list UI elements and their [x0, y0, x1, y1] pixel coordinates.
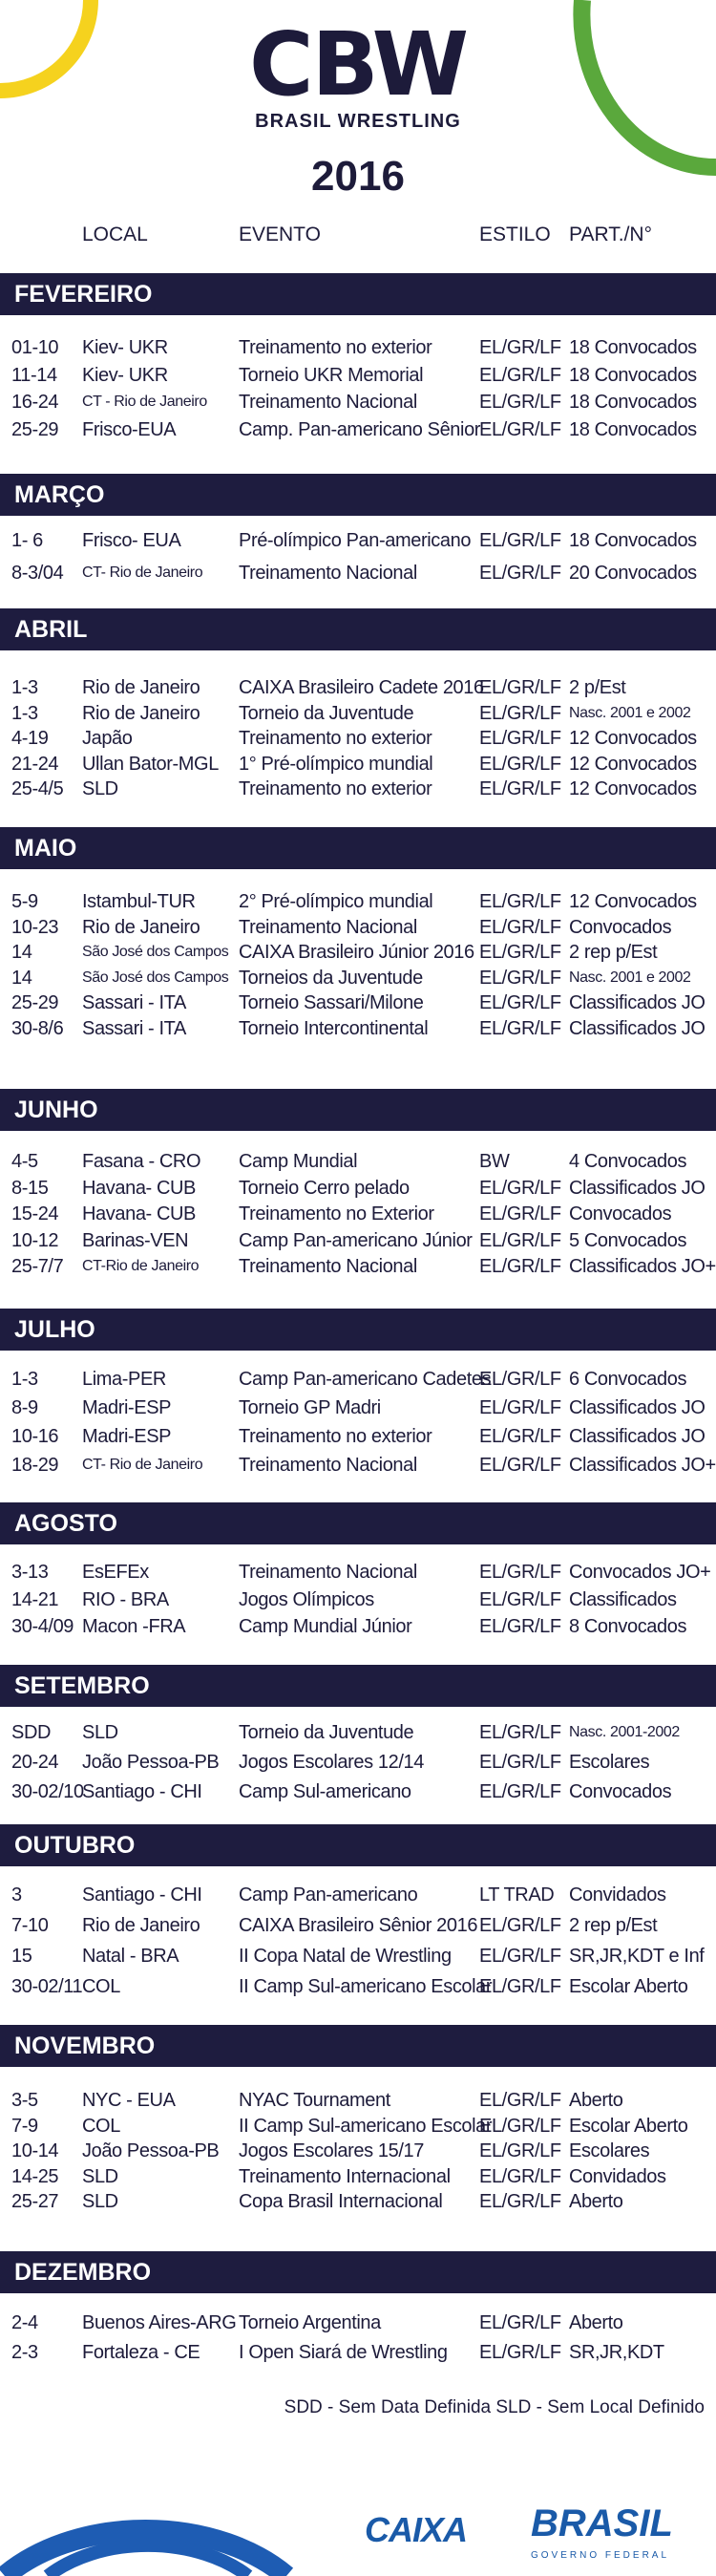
event-date: 8-3/04	[11, 563, 64, 584]
event-name: Treinamento Nacional	[239, 1455, 417, 1476]
column-header-participantes: PART./N°	[569, 224, 652, 245]
event-date: 25-7/7	[11, 1256, 64, 1277]
month-header	[0, 474, 716, 516]
event-participants: Classificados JO	[569, 1177, 705, 1199]
event-location: Santiago - CHI	[82, 1781, 202, 1802]
event-row	[0, 1586, 716, 1613]
event-name: Treinamento no Exterior	[239, 1203, 434, 1224]
month-name: ABRIL	[14, 616, 88, 643]
event-participants: 12 Convocados	[569, 891, 697, 912]
month-header	[0, 2025, 716, 2067]
event-date: 4-19	[11, 728, 49, 749]
event-participants: Aberto	[569, 2312, 623, 2333]
event-participants: 2 p/Est	[569, 677, 626, 698]
event-name: Camp Pan-americano	[239, 1884, 418, 1905]
event-name: Treinamento Nacional	[239, 1562, 417, 1583]
event-location: CT-Rio de Janeiro	[82, 1258, 200, 1274]
event-row	[0, 362, 716, 389]
event-style: EL/GR/LF	[479, 916, 561, 938]
event-date: 14-25	[11, 2165, 59, 2187]
event-name: Treinamento Nacional	[239, 392, 417, 413]
event-style: EL/GR/LF	[479, 753, 561, 775]
event-date: SDD	[11, 1722, 52, 1743]
event-row	[0, 1394, 716, 1421]
event-row	[0, 2087, 716, 2114]
event-participants: 5 Convocados	[569, 1229, 687, 1251]
event-participants: 18 Convocados	[569, 530, 697, 551]
event-participants: 2 rep p/Est	[569, 1915, 658, 1936]
event-location: Macon -FRA	[82, 1616, 186, 1637]
event-row	[0, 2188, 716, 2215]
event-name: Torneio Sassari/Milone	[239, 992, 424, 1013]
event-location: COL	[82, 2115, 120, 2137]
event-name: Torneio GP Madri	[239, 1397, 381, 1418]
event-name: II Camp Sul-americano Escolar	[239, 2115, 493, 2137]
event-date: 20-24	[11, 1752, 59, 1773]
event-style: EL/GR/LF	[479, 1946, 561, 1967]
event-date: 3-13	[11, 1562, 49, 1583]
event-name: Treinamento Nacional	[239, 563, 417, 584]
event-name: Treinamento Nacional	[239, 916, 417, 938]
month-header	[0, 827, 716, 869]
event-date: 1-3	[11, 702, 38, 724]
event-participants: SR,JR,KDT e Inf	[569, 1946, 705, 1967]
event-location: EsEFEx	[82, 1562, 149, 1583]
event-name: Treinamento no exterior	[239, 1426, 432, 1447]
event-participants: Classificados JO	[569, 1017, 705, 1039]
event-location: Istambul-TUR	[82, 891, 196, 912]
event-location: SLD	[82, 1722, 118, 1743]
event-row	[0, 334, 716, 361]
event-name: II Copa Natal de Wrestling	[239, 1946, 452, 1967]
event-name: Camp Mundial Júnior	[239, 1616, 412, 1637]
event-participants: Escolar Aberto	[569, 2115, 688, 2137]
month-header	[0, 1502, 716, 1544]
event-location: São José dos Campos	[82, 969, 229, 986]
event-location: Natal - BRA	[82, 1946, 179, 1967]
calendar-year: 2016	[311, 153, 405, 200]
event-participants: 18 Convocados	[569, 364, 697, 386]
month-header	[0, 1089, 716, 1131]
event-row	[0, 416, 716, 443]
event-date: 25-29	[11, 992, 59, 1013]
event-participants: 2 rep p/Est	[569, 942, 658, 963]
event-style: EL/GR/LF	[479, 1426, 561, 1447]
event-participants: 18 Convocados	[569, 392, 697, 413]
event-row	[0, 1613, 716, 1640]
event-location: Madri-ESP	[82, 1426, 172, 1447]
event-row	[0, 674, 716, 701]
event-participants: SR,JR,KDT	[569, 2342, 664, 2363]
event-date: 16-24	[11, 392, 59, 413]
event-row	[0, 700, 716, 727]
event-location: Madri-ESP	[82, 1397, 172, 1418]
event-date: 7-9	[11, 2115, 38, 2137]
event-row	[0, 2113, 716, 2140]
event-row	[0, 939, 716, 966]
event-name: Camp Pan-americano Cadetes	[239, 1369, 492, 1390]
cbw-logo: CBW	[248, 13, 468, 116]
event-location: Rio de Janeiro	[82, 702, 200, 724]
event-style: EL/GR/LF	[479, 778, 561, 799]
event-location: SLD	[82, 2165, 118, 2187]
event-row	[0, 965, 716, 991]
event-style: EL/GR/LF	[479, 2115, 561, 2137]
event-location: Barinas-VEN	[82, 1229, 189, 1251]
event-date: 4-5	[11, 1151, 38, 1172]
event-date: 7-10	[11, 1915, 49, 1936]
event-row	[0, 1943, 716, 1969]
event-style: EL/GR/LF	[479, 702, 561, 724]
event-row	[0, 1559, 716, 1586]
month-header	[0, 1824, 716, 1866]
event-row	[0, 2138, 716, 2164]
event-style: EL/GR/LF	[479, 530, 561, 551]
column-header-estilo: ESTILO	[479, 224, 551, 245]
event-location: João Pessoa-PB	[82, 2140, 220, 2161]
event-row	[0, 2339, 716, 2366]
event-name: Camp Mundial	[239, 1151, 358, 1172]
event-location: Fortaleza - CE	[82, 2342, 200, 2363]
event-participants: Escolares	[569, 1752, 650, 1773]
event-date: 1-3	[11, 1369, 38, 1390]
event-style: EL/GR/LF	[479, 942, 561, 963]
event-style: EL/GR/LF	[479, 337, 561, 358]
event-row	[0, 2163, 716, 2190]
event-style: EL/GR/LF	[479, 1588, 561, 1610]
event-participants: 6 Convocados	[569, 1369, 687, 1390]
event-date: 14	[11, 942, 32, 963]
event-style: EL/GR/LF	[479, 2191, 561, 2212]
event-date: 10-14	[11, 2140, 59, 2161]
event-style: EL/GR/LF	[479, 418, 561, 440]
event-name: Torneio da Juventude	[239, 1722, 414, 1743]
event-row	[0, 914, 716, 941]
event-row	[0, 1175, 716, 1202]
event-date: 21-24	[11, 753, 59, 775]
event-participants: 12 Convocados	[569, 753, 697, 775]
event-style: LT TRAD	[479, 1884, 555, 1905]
event-location: CT- Rio de Janeiro	[82, 1457, 203, 1473]
event-row	[0, 1148, 716, 1175]
event-row	[0, 1253, 716, 1280]
event-date: 3	[11, 1884, 22, 1905]
event-participants: 4 Convocados	[569, 1151, 687, 1172]
event-name: Jogos Escolares 15/17	[239, 2140, 424, 2161]
event-name: Copa Brasil Internacional	[239, 2191, 443, 2212]
month-name: JULHO	[14, 1316, 95, 1343]
event-style: EL/GR/LF	[479, 992, 561, 1013]
event-name: Torneio UKR Memorial	[239, 364, 424, 386]
blue-arc-decoration	[0, 2464, 305, 2576]
event-participants: Classificados JO	[569, 992, 705, 1013]
month-name: DEZEMBRO	[14, 2259, 152, 2286]
event-name: I Open Siará de Wrestling	[239, 2342, 448, 2363]
event-date: 8-9	[11, 1397, 38, 1418]
event-location: Buenos Aires-ARG	[82, 2312, 237, 2333]
event-date: 25-27	[11, 2191, 59, 2212]
column-header-evento: EVENTO	[239, 224, 321, 245]
event-location: Lima-PER	[82, 1369, 166, 1390]
event-date: 25-29	[11, 418, 59, 440]
event-name: Torneio Intercontinental	[239, 1017, 429, 1039]
event-style: EL/GR/LF	[479, 364, 561, 386]
event-location: COL	[82, 1976, 120, 1997]
event-location: Havana- CUB	[82, 1203, 196, 1224]
event-row	[0, 527, 716, 554]
event-style: EL/GR/LF	[479, 1229, 561, 1251]
event-style: EL/GR/LF	[479, 1781, 561, 1802]
event-style: EL/GR/LF	[479, 728, 561, 749]
event-style: EL/GR/LF	[479, 1752, 561, 1773]
event-row	[0, 560, 716, 586]
event-row	[0, 1015, 716, 1042]
event-participants: Convidados	[569, 1884, 666, 1905]
event-row	[0, 776, 716, 802]
event-style: EL/GR/LF	[479, 1455, 561, 1476]
footnote-legend: SDD - Sem Data Definida SLD - Sem Local Definido	[284, 2397, 705, 2417]
event-date: 10-12	[11, 1229, 59, 1251]
event-row	[0, 725, 716, 752]
event-location: Sassari - ITA	[82, 992, 186, 1013]
event-style: EL/GR/LF	[479, 563, 561, 584]
event-name: Treinamento no exterior	[239, 728, 432, 749]
event-row	[0, 1973, 716, 2000]
event-location: Rio de Janeiro	[82, 1915, 200, 1936]
event-style: EL/GR/LF	[479, 1397, 561, 1418]
month-name: JUNHO	[14, 1096, 98, 1123]
event-location: Fasana - CRO	[82, 1151, 201, 1172]
month-name: OUTUBRO	[14, 1832, 136, 1859]
governo-federal-label: GOVERNO FEDERAL	[531, 2550, 670, 2561]
event-date: 01-10	[11, 337, 59, 358]
event-date: 5-9	[11, 891, 38, 912]
event-location: Japão	[82, 728, 133, 749]
event-date: 25-4/5	[11, 778, 64, 799]
event-date: 15-24	[11, 1203, 59, 1224]
event-row	[0, 1452, 716, 1479]
event-date: 30-02/11	[11, 1976, 83, 1997]
event-style: EL/GR/LF	[479, 891, 561, 912]
event-participants: Classificados JO	[569, 1397, 705, 1418]
event-location: SLD	[82, 2191, 118, 2212]
event-name: Torneio da Juventude	[239, 702, 414, 724]
event-location: CT - Rio de Janeiro	[82, 394, 207, 410]
event-name: NYAC Tournament	[239, 2090, 390, 2111]
event-participants: Nasc. 2001 e 2002	[569, 704, 691, 721]
event-style: EL/GR/LF	[479, 967, 561, 989]
event-participants: Nasc. 2001-2002	[569, 1724, 680, 1740]
event-style: EL/GR/LF	[479, 1722, 561, 1743]
event-date: 14-21	[11, 1588, 59, 1610]
event-participants: Escolar Aberto	[569, 1976, 688, 1997]
event-participants: Convocados JO+	[569, 1562, 711, 1583]
event-row	[0, 1201, 716, 1227]
event-style: BW	[479, 1151, 510, 1172]
cbw-logo-subtitle: BRASIL WRESTLING	[255, 111, 461, 132]
event-participants: Convocados	[569, 1781, 672, 1802]
event-row	[0, 1882, 716, 1908]
event-style: EL/GR/LF	[479, 2342, 561, 2363]
event-participants: 20 Convocados	[569, 563, 697, 584]
event-style: EL/GR/LF	[479, 1256, 561, 1277]
event-location: Kiev- UKR	[82, 364, 168, 386]
event-location: Frisco- EUA	[82, 530, 181, 551]
event-style: EL/GR/LF	[479, 1177, 561, 1199]
month-name: MAIO	[14, 835, 77, 862]
event-location: Kiev- UKR	[82, 337, 168, 358]
event-participants: Convocados	[569, 1203, 672, 1224]
event-location: Sassari - ITA	[82, 1017, 186, 1039]
event-name: Jogos Escolares 12/14	[239, 1752, 424, 1773]
event-participants: 18 Convocados	[569, 418, 697, 440]
event-row	[0, 1778, 716, 1805]
event-date: 1-3	[11, 677, 38, 698]
month-header	[0, 2251, 716, 2293]
event-date: 1- 6	[11, 530, 43, 551]
event-location: Ullan Bator-MGL	[82, 753, 219, 775]
event-style: EL/GR/LF	[479, 1203, 561, 1224]
event-name: Torneio Cerro pelado	[239, 1177, 410, 1199]
event-name: Treinamento no exterior	[239, 337, 432, 358]
event-row	[0, 1749, 716, 1776]
event-name: Jogos Olímpicos	[239, 1588, 374, 1610]
event-row	[0, 1227, 716, 1254]
event-name: CAIXA Brasileiro Cadete 2016	[239, 677, 484, 698]
event-date: 3-5	[11, 2090, 38, 2111]
event-participants: Escolares	[569, 2140, 650, 2161]
month-name: MARÇO	[14, 481, 105, 508]
event-style: EL/GR/LF	[479, 1562, 561, 1583]
event-row	[0, 389, 716, 415]
event-location: Rio de Janeiro	[82, 677, 200, 698]
event-date: 30-8/6	[11, 1017, 64, 1039]
event-participants: 12 Convocados	[569, 778, 697, 799]
event-location: SLD	[82, 778, 118, 799]
event-style: EL/GR/LF	[479, 1616, 561, 1637]
header	[0, 0, 716, 306]
event-location: RIO - BRA	[82, 1588, 169, 1610]
event-row	[0, 1423, 716, 1450]
event-date: 2-3	[11, 2342, 38, 2363]
event-date: 15	[11, 1946, 32, 1967]
event-name: Treinamento no exterior	[239, 778, 432, 799]
event-participants: Convocados	[569, 916, 672, 938]
event-participants: Classificados	[569, 1588, 677, 1610]
event-name: Camp. Pan-americano Sênior	[239, 418, 481, 440]
event-location: João Pessoa-PB	[82, 1752, 220, 1773]
event-style: EL/GR/LF	[479, 1976, 561, 1997]
event-name: 1° Pré-olímpico mundial	[239, 753, 433, 775]
event-name: Camp Pan-americano Júnior	[239, 1229, 473, 1251]
event-row	[0, 1719, 716, 1746]
event-participants: Classificados JO+	[569, 1455, 716, 1476]
event-participants: 18 Convocados	[569, 337, 697, 358]
event-participants: 8 Convocados	[569, 1616, 687, 1637]
brasil-government-logo: BRASIL	[531, 2502, 673, 2544]
month-name: SETEMBRO	[14, 1672, 150, 1699]
event-name: Pré-olímpico Pan-americano	[239, 530, 472, 551]
event-style: EL/GR/LF	[479, 2140, 561, 2161]
event-participants: Classificados JO	[569, 1426, 705, 1447]
event-name: CAIXA Brasileiro Júnior 2016	[239, 942, 474, 963]
event-location: NYC - EUA	[82, 2090, 176, 2111]
event-name: CAIXA Brasileiro Sênior 2016	[239, 1915, 478, 1936]
event-participants: Nasc. 2001 e 2002	[569, 969, 691, 986]
event-name: Camp Sul-americano	[239, 1781, 411, 1802]
month-header	[0, 608, 716, 650]
event-date: 30-4/09	[11, 1616, 74, 1637]
event-location: CT- Rio de Janeiro	[82, 564, 203, 581]
event-style: EL/GR/LF	[479, 1369, 561, 1390]
event-participants: Convidados	[569, 2165, 666, 2187]
event-row	[0, 1912, 716, 1939]
event-style: EL/GR/LF	[479, 1915, 561, 1936]
event-style: EL/GR/LF	[479, 2165, 561, 2187]
event-name: Treinamento Nacional	[239, 1256, 417, 1277]
month-name: AGOSTO	[14, 1510, 117, 1537]
event-style: EL/GR/LF	[479, 677, 561, 698]
event-style: EL/GR/LF	[479, 1017, 561, 1039]
event-date: 8-15	[11, 1177, 49, 1199]
event-row	[0, 990, 716, 1016]
event-date: 14	[11, 967, 32, 989]
month-header	[0, 1309, 716, 1351]
event-location: Santiago - CHI	[82, 1884, 202, 1905]
event-name: Treinamento Internacional	[239, 2165, 451, 2187]
event-style: EL/GR/LF	[479, 392, 561, 413]
event-date: 2-4	[11, 2312, 38, 2333]
month-name: NOVEMBRO	[14, 2033, 156, 2059]
caixa-sponsor-logo: CAIXA	[365, 2510, 468, 2549]
event-name: Torneio Argentina	[239, 2312, 381, 2333]
event-location: Havana- CUB	[82, 1177, 196, 1199]
column-header-local: LOCAL	[82, 224, 148, 245]
event-date: 10-16	[11, 1426, 59, 1447]
event-date: 30-02/10	[11, 1781, 84, 1802]
event-style: EL/GR/LF	[479, 2090, 561, 2111]
event-location: São José dos Campos	[82, 944, 229, 960]
event-location: Frisco-EUA	[82, 418, 177, 440]
month-header	[0, 273, 716, 315]
event-date: 11-14	[11, 364, 57, 386]
month-header	[0, 1665, 716, 1707]
event-row	[0, 751, 716, 777]
event-date: 18-29	[11, 1455, 59, 1476]
event-name: II Camp Sul-americano Escolar	[239, 1976, 493, 1997]
month-name: FEVEREIRO	[14, 281, 153, 308]
event-participants: Aberto	[569, 2090, 623, 2111]
event-row	[0, 888, 716, 915]
event-location: Rio de Janeiro	[82, 916, 200, 938]
event-participants: 12 Convocados	[569, 728, 697, 749]
event-name: 2° Pré-olímpico mundial	[239, 891, 433, 912]
event-participants: Aberto	[569, 2191, 623, 2212]
event-participants: Classificados JO+	[569, 1256, 716, 1277]
event-name: Torneios da Juventude	[239, 967, 423, 989]
event-style: EL/GR/LF	[479, 2312, 561, 2333]
event-row	[0, 1366, 716, 1393]
event-row	[0, 2310, 716, 2336]
event-date: 10-23	[11, 916, 59, 938]
